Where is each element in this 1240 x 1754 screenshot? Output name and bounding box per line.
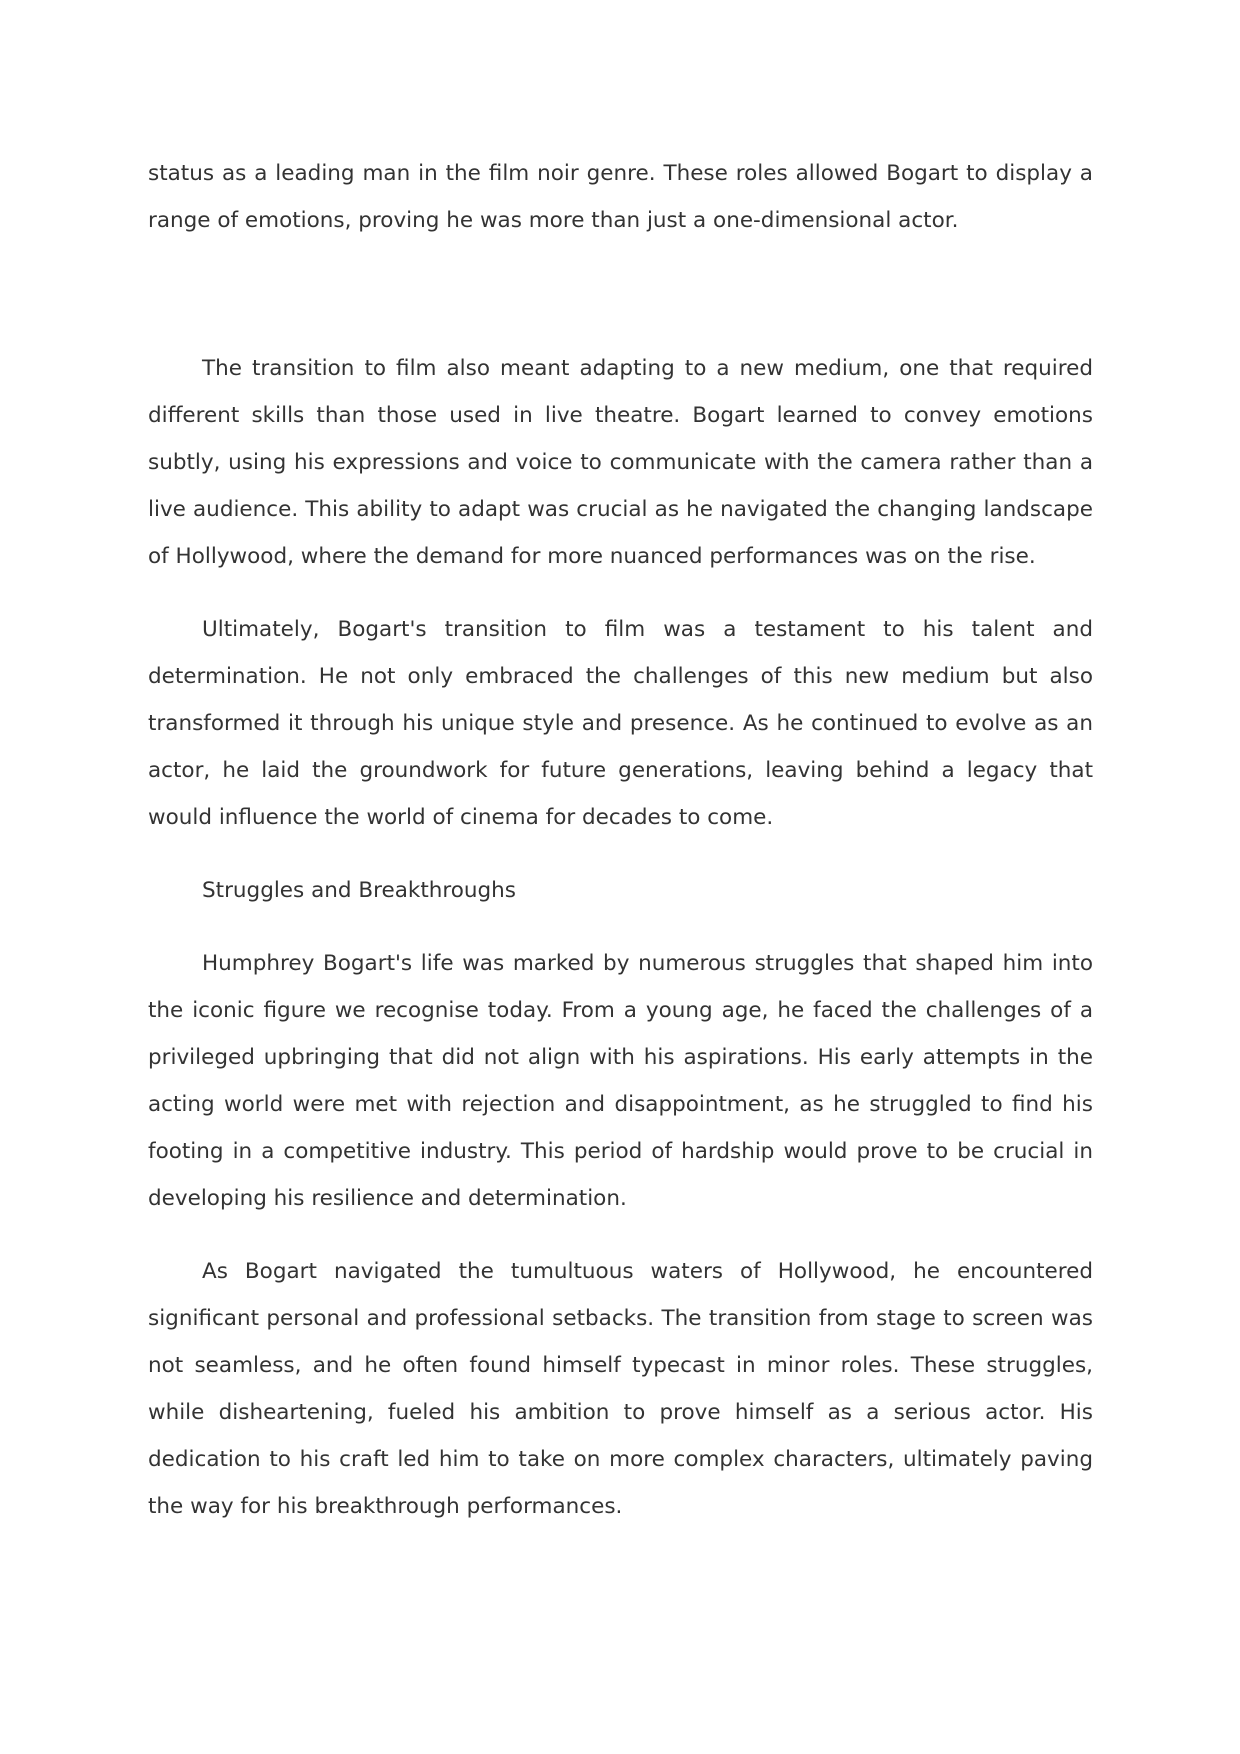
paragraph-setbacks: As Bogart navigated the tumultuous waters of Hollywood, he encountered significant personal and professional setbacks. The transition from stage to screen was not seamless, and he often found himself typecast in minor roles. These struggles, while disheartening, fueled his ambition to prove himself as a serious actor. His dedication to his craft led him to take on more complex characters, ultimately paving the way for his breakthrough performances. — [148, 1259, 1093, 1519]
paragraph-ultimately: Ultimately, Bogart's transition to film was a testament to his talent and determination. He not only embraced the challenges of this new medium but also transformed it through his unique style and presence. As he continued to evolve as an actor, he laid the groundwork for future generations, leaving behind a legacy that would influence the world of cinema for decades to come. — [148, 617, 1093, 830]
document-body — [148, 150, 1093, 1530]
paragraph-struggles: Humphrey Bogart's life was marked by numerous struggles that shaped him into the iconic figure we recognise today. From a young age, he faced the challenges of a privileged upbringing that did not align with his aspirations. His early attempts in the acting world were met with rejection and disappointment, as he struggled to find his footing in a competitive industry. This period of hardship would prove to be crucial in developing his resilience and determination. — [148, 951, 1093, 1211]
paragraph-film-transition: The transition to film also meant adapting to a new medium, one that required different skills than those used in live theatre. Bogart learned to convey emotions subtly, using his expressions and voice to communicate with the camera rather than a live audience. This ability to adapt was crucial as he navigated the changing landscape of Hollywood, where the demand for more nuanced performances was on the rise. — [148, 356, 1093, 569]
section-heading: Struggles and Breakthroughs — [202, 878, 517, 903]
paragraph-continued: status as a leading man in the film noir genre. These roles allowed Bogart to display a range of emotions, proving he was more than just a one-dimensional actor. — [148, 161, 1093, 233]
